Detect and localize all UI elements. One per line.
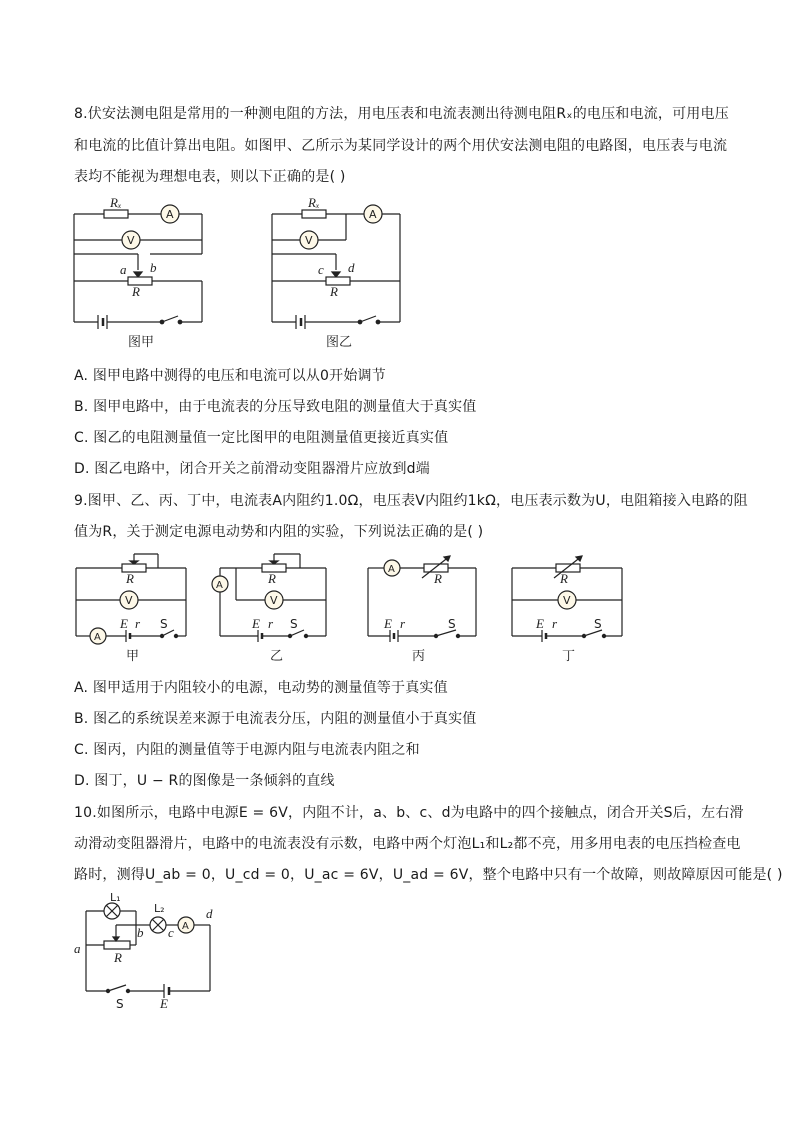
q9-figure-yi xyxy=(210,550,335,672)
svg-text:R: R xyxy=(434,571,442,586)
svg-text:乙: 乙 xyxy=(270,649,284,664)
svg-text:S: S xyxy=(448,617,456,631)
q9-figure-ding xyxy=(506,550,631,672)
svg-text:E: E xyxy=(160,996,168,1011)
q9-stem-line1: 9.图甲、乙、丙、丁中，电流表A内阻约1.0Ω，电压表V内阻约1kΩ，电压表示数为U，电阻箱接入电路的阻 xyxy=(74,493,748,509)
svg-text:S: S xyxy=(290,617,298,631)
svg-text:b: b xyxy=(150,260,157,275)
q10-stem-line2: 动滑动变阻器滑片，电路中的电流表没有示数，电路中两个灯泡L₁和L₂都不亮，用多用电表的电压挡检查电 xyxy=(74,836,741,852)
q8-figure-yi xyxy=(268,192,408,356)
q8-option-b: B. 图甲电路中，由于电流表的分压导致电阻的测量值大于真实值 xyxy=(74,399,477,415)
q9-stem-line2: 值为R，关于测定电源电动势和内阻的实验，下列说法正确的是( ) xyxy=(74,524,484,540)
svg-text:E: E xyxy=(384,616,392,631)
svg-text:A: A xyxy=(182,921,189,932)
q8-option-a: A. 图甲电路中测得的电压和电流可以从0开始调节 xyxy=(74,368,386,384)
svg-text:c: c xyxy=(318,262,324,277)
svg-text:A: A xyxy=(369,208,377,221)
q9-figure-bing xyxy=(362,550,487,672)
svg-text:c: c xyxy=(168,925,174,940)
q9-option-c: C. 图丙，内阻的测量值等于电源内阻与电流表内阻之和 xyxy=(74,742,420,758)
svg-text:V: V xyxy=(125,594,133,607)
q10-figure xyxy=(70,893,220,1012)
svg-text:r: r xyxy=(400,616,406,631)
svg-text:V: V xyxy=(127,234,135,247)
svg-text:A: A xyxy=(388,564,395,575)
svg-text:Rₓ: Rₓ xyxy=(308,195,320,210)
svg-text:r: r xyxy=(552,616,558,631)
svg-text:d: d xyxy=(206,906,213,921)
svg-text:A: A xyxy=(216,580,223,591)
q9-option-d: D. 图丁，U − R的图像是一条倾斜的直线 xyxy=(74,773,335,789)
svg-text:E: E xyxy=(120,616,128,631)
svg-text:R: R xyxy=(114,950,122,965)
svg-text:A: A xyxy=(94,632,101,643)
svg-text:d: d xyxy=(348,260,355,275)
q10-stem-line1: 10.如图所示，电路中电源E = 6V，内阻不计，a、b、c、d为电路中的四个接触点，闭合开关S后，左右滑 xyxy=(74,805,744,821)
svg-text:r: r xyxy=(268,616,274,631)
svg-text:甲: 甲 xyxy=(126,649,140,664)
q9-option-b: B. 图乙的系统误差来源于电流表分压，内阻的测量值小于真实值 xyxy=(74,711,477,727)
svg-text:V: V xyxy=(563,594,571,607)
q8-option-d: D. 图乙电路中，闭合开关之前滑动变阻器滑片应放到d端 xyxy=(74,461,430,477)
svg-text:R: R xyxy=(126,571,134,586)
svg-text:R: R xyxy=(560,571,568,586)
svg-text:V: V xyxy=(305,234,313,247)
caption: 图甲 xyxy=(128,335,155,350)
svg-text:b: b xyxy=(137,925,144,940)
svg-text:L₁: L₁ xyxy=(110,891,121,904)
svg-text:丙: 丙 xyxy=(412,649,426,664)
q8-stem-line2: 和电流的比值计算出电阻。如图甲、乙所示为某同学设计的两个用伏安法测电阻的电路图，电压表与电流 xyxy=(74,138,728,154)
svg-text:a: a xyxy=(74,941,81,956)
q9-figure-jia xyxy=(70,550,195,672)
svg-text:r: r xyxy=(135,616,141,631)
svg-text:E: E xyxy=(252,616,260,631)
q8-figure-jia xyxy=(70,192,210,356)
rx-label: Rₓ xyxy=(110,195,122,210)
svg-text:L₂: L₂ xyxy=(154,902,165,915)
q9-option-a: A. 图甲适用于内阻较小的电源，电动势的测量值等于真实值 xyxy=(74,680,448,696)
svg-text:S: S xyxy=(160,617,168,631)
caption: 图乙 xyxy=(326,335,353,350)
q8-option-c: C. 图乙的电阻测量值一定比图甲的电阻测量值更接近真实值 xyxy=(74,430,449,446)
svg-text:V: V xyxy=(270,594,278,607)
svg-text:E: E xyxy=(536,616,544,631)
svg-text:丁: 丁 xyxy=(562,649,576,664)
svg-text:a: a xyxy=(120,262,127,277)
svg-text:A: A xyxy=(166,208,174,221)
svg-text:R: R xyxy=(268,571,276,586)
svg-text:S: S xyxy=(594,617,602,631)
q10-stem-line3: 路时，测得U_ab = 0，U_cd = 0，U_ac = 6V，U_ad = 6V，整个电路中只有一个故障，则故障原因可能是( ) xyxy=(74,867,783,883)
svg-text:S: S xyxy=(116,997,124,1011)
svg-text:R: R xyxy=(330,284,338,299)
q8-stem-line3: 表均不能视为理想电表，则以下正确的是( ) xyxy=(74,169,346,185)
q8-stem-line1: 8.伏安法测电阻是常用的一种测电阻的方法，用电压表和电流表测出待测电阻Rₓ的电压和电流，可用电压 xyxy=(74,106,729,122)
svg-text:R: R xyxy=(132,284,140,299)
